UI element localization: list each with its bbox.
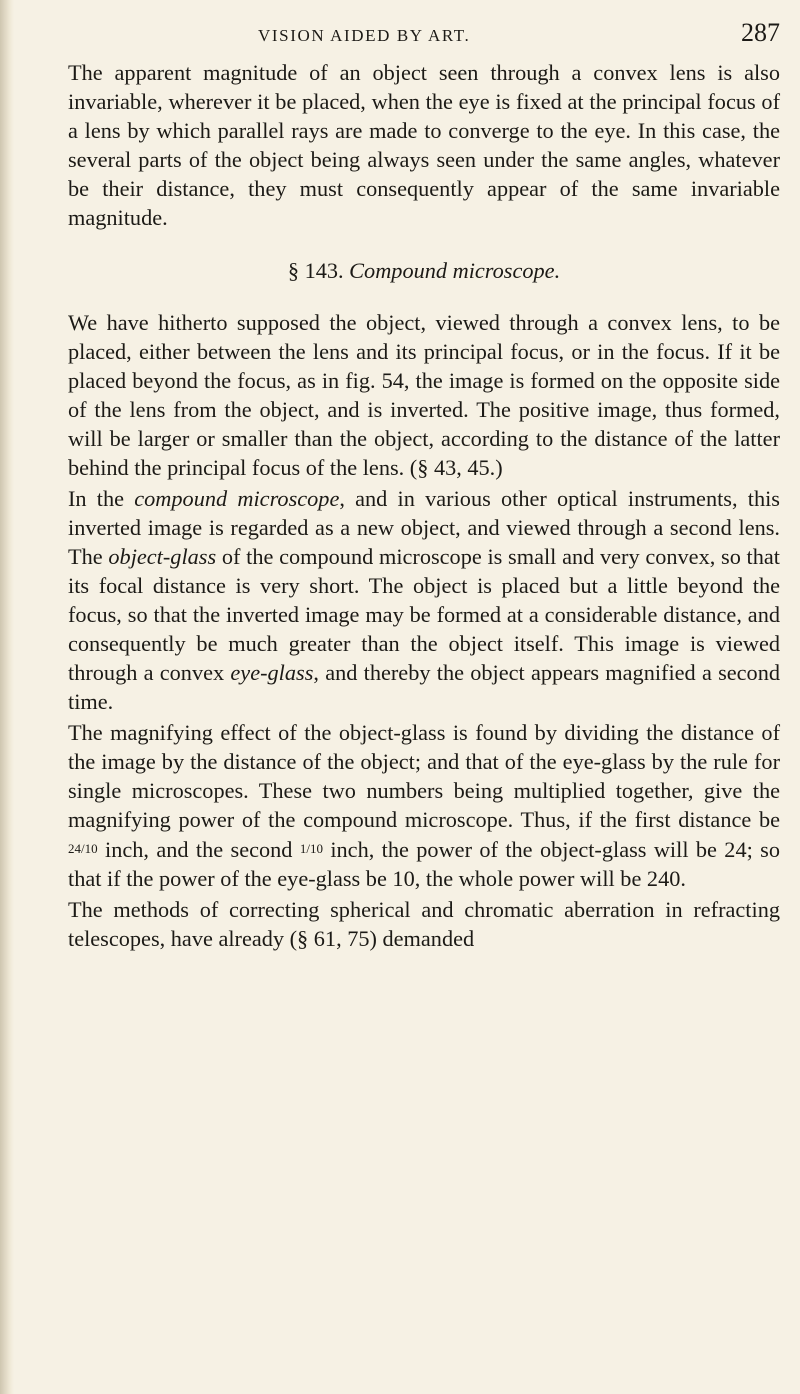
text-run: In the [68,486,135,511]
text-run: of the compound microscope is small and very convex, so that its focal distance is very short. The object is placed but a little beyond the focus, so that the inverted image may be formed at a considerable distance, and consequently be much greater than the object itself. This image is viewed through a convex [68,544,780,685]
running-head [68,18,780,58]
running-title: VISION AIDED BY ART. [258,26,471,45]
text-run: , and in various other optical instruments, this inverted image is regarded as a new object, and viewed through a second lens. The [68,486,780,569]
paragraph-convex-lens-object: We have hitherto supposed the object, viewed through a convex lens, to be placed, either between the lens and its principal focus, or in the focus. If it be placed beyond the focus, as in fig. 54, the image is formed on the opposite side of the lens from the object, and is inverted. The positive image, thus formed, will be larger or smaller than the object, according to the distance of the latter behind the principal focus of the lens. (§ 43, 45.) [68,310,780,480]
text-run: inch, and the second [97,837,300,862]
fraction-first-distance: 24/10 [68,841,98,856]
section-title: Compound microscope. [349,258,561,283]
text-run: The magnifying effect of the object-glass is found by dividing the distance of the image by the distance of the object; and that of the eye-glass by the rule for single microscopes. These two numbers being multiplied together, give the magnifying power of the compound microscope. Thus, if the first distance be [68,720,780,832]
paragraph-magnifying-effect [68,718,780,893]
page-gutter-shadow [0,0,14,1394]
text-run: inch, the power of the object-glass will be 24; so that if the power of the eye-glass be 10, the whole power will be 240. [68,837,780,891]
section-number: § 143. [287,258,344,283]
fraction-second-distance: 1/10 [299,841,323,856]
paragraph-aberration: The methods of correcting spherical and chromatic aberration in refracting telescopes, have already (§ 61, 75) demanded [68,897,780,951]
emphasis-compound-microscope: compound microscope [134,486,340,511]
text-run: , and thereby the object appears magnified a second time. [68,660,781,714]
paragraph-apparent-magnitude: The apparent magnitude of an object seen through a convex lens is also invariable, wherever it be placed, when the eye is fixed at the principal focus of a lens by which parallel rays are made to converge to the eye. In this case, the several parts of the object being always seen under the same angles, whatever be their distance, they must consequently appear of the same invariable magnitude. [68,60,780,230]
emphasis-object-glass: object-glass [108,544,217,569]
section-heading [68,258,780,284]
emphasis-eye-glass: eye-glass [230,660,314,685]
book-page [68,18,780,953]
page-number: 287 [741,18,780,47]
paragraph-compound-microscope [68,484,780,716]
